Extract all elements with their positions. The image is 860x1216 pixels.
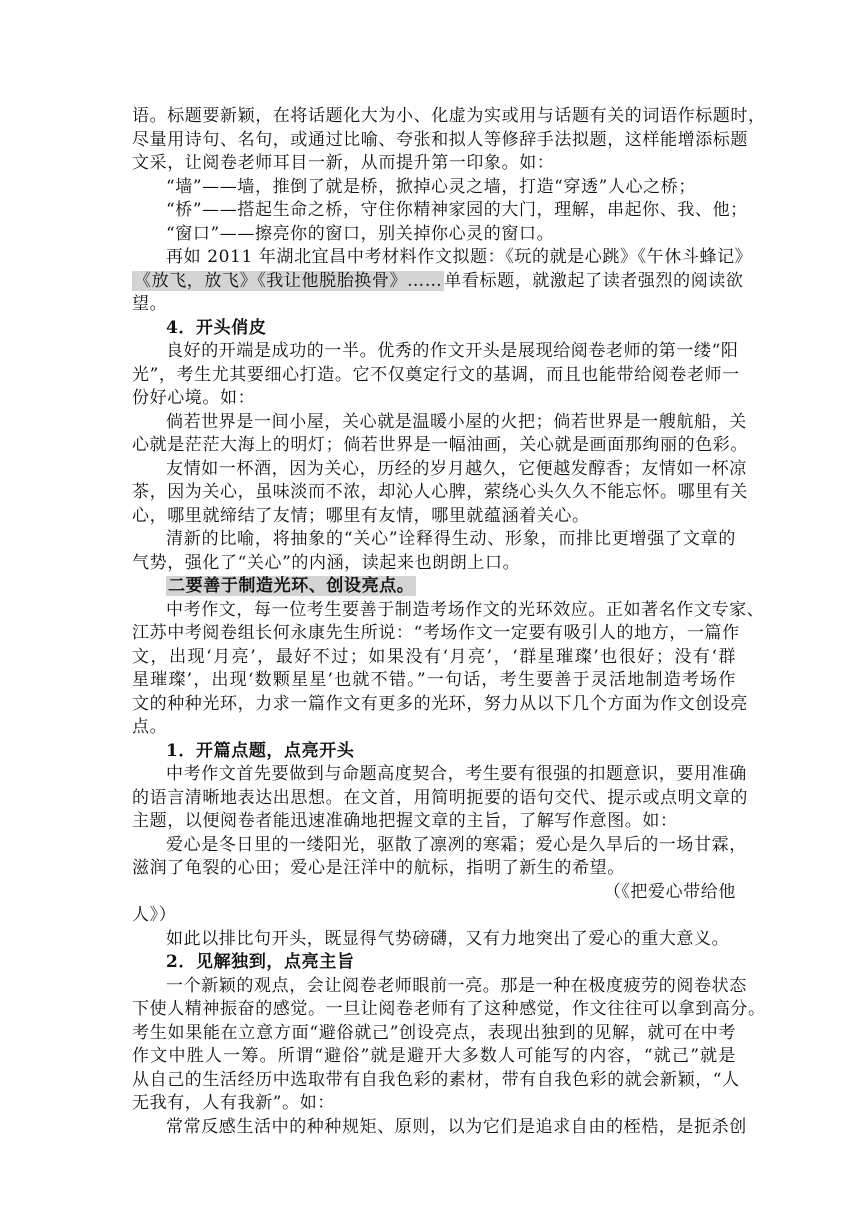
- subsection-heading: 2．见解独到，点亮主旨: [166, 952, 355, 972]
- example-line: 茶，因为关心，虽味淡而不浓，却沁人心脾，萦绕心头久久不能忘怀。哪里有关: [132, 482, 748, 502]
- text-line: 气势，强化了“关心”的内涵，读起来也朗朗上口。: [132, 553, 521, 573]
- section-heading-highlight: 二要善于制造光环、创设亮点。: [168, 576, 415, 596]
- text-line: 考生如果能在立意方面“避俗就己”创设亮点，表现出独到的见解，就可在中考: [132, 1023, 736, 1043]
- text-line: [132, 271, 744, 291]
- text-line: 再如 2011 年湖北宜昌中考材料作文拟题：《玩的就是心跳》《午休斗蜂记》: [166, 247, 753, 267]
- example-line: 倘若世界是一间小屋，关心就是温暖小屋的火把；倘若世界是一艘航船，关: [166, 412, 747, 432]
- citation: （《把爱心带给他: [603, 882, 736, 902]
- text-line: 无我有，人有我新”。如：: [132, 1093, 335, 1113]
- example-line: 爱心是冬日里的一缕阳光，驱散了凛冽的寒霜；爱心是久旱后的一场甘霖，: [166, 835, 747, 855]
- text-line-rest: 单看标题，就激起了读者强烈的阅读欲: [444, 271, 744, 291]
- section-heading: [166, 576, 736, 596]
- text-line: 一个新颖的观点，会让阅卷老师眼前一亮。那是一种在极度疲劳的阅卷状态: [166, 976, 747, 996]
- text-line: 下使人精神振奋的感觉。一旦让阅卷老师有了这种感觉，作文往往可以拿到高分。: [132, 999, 766, 1019]
- text-line: 江苏中考阅卷组长何永康先生所说：“考场作文一定要有吸引人的地方，一篇作: [132, 623, 740, 643]
- text-line: 良好的开端是成功的一半。优秀的作文开头是展现给阅卷老师的第一缕“阳: [166, 341, 739, 361]
- text-line: 中考作文，每一位考生要善于制造考场作文的光环效应。正如著名作文专家、: [166, 600, 765, 620]
- quote-line: “窗口”——擦亮你的窗口，别关掉你心灵的窗口。: [166, 224, 555, 244]
- text-line: 作文中胜人一筹。所谓“避俗”就是避开大多数人可能写的内容，“就己”就是: [132, 1046, 736, 1066]
- text-line: 中考作文首先要做到与命题高度契合，考生要有很强的扣题意识，要用准确: [166, 764, 747, 784]
- text-line: 文的种种光环，力求一篇作文有更多的光环，努力从以下几个方面为作文创设亮: [132, 694, 748, 714]
- text-line: 点。: [132, 717, 168, 737]
- example-line: 心就是茫茫大海上的明灯；倘若世界是一幅油画，关心就是画面那绚丽的色彩。: [132, 435, 748, 455]
- example-line: 常常反感生活中的种种规矩、原则，以为它们是追求自由的桎梏，是扼杀创: [166, 1117, 747, 1137]
- text-line: 的语言清晰地表达出思想。在文首，用简明扼要的语句交代、提示或点明文章的: [132, 788, 748, 808]
- text-line: 文，出现‘月亮’，最好不过；如果没有‘月亮’，‘群星璀璨’也很好；没有‘群: [132, 647, 736, 667]
- example-line: 滋润了龟裂的心田；爱心是汪洋中的航标，指明了新生的希望。: [132, 858, 625, 878]
- text-line: 如此以排比句开头，既显得气势磅礴，又有力地突出了爱心的重大意义。: [166, 929, 730, 949]
- quote-line: “桥”——搭起生命之桥，守住你精神家园的大门，理解，串起你、我、他；: [166, 200, 748, 220]
- text-line: 语。标题要新颖，在将话题化大为小、化虚为实或用与话题有关的词语作标题时，: [132, 106, 766, 126]
- text-line: 文采，让阅卷老师耳目一新，从而提升第一印象。如：: [132, 153, 555, 173]
- text-line: 主题，以便阅卷者能迅速准确地把握文章的主旨，了解写作意图。如：: [132, 811, 678, 831]
- quote-line: “墙”——墙，推倒了就是桥，掀掉心灵之墙，打造“穿透”人心之桥；: [166, 177, 696, 197]
- text-line: 星璀璨’，出现‘数颗星星’也就不错。”一句话，考生要善于灵活地制造考场作: [132, 670, 736, 690]
- text-line: 望。: [132, 294, 168, 314]
- section-heading: 4．开头俏皮: [166, 318, 267, 338]
- example-line: 友情如一杯酒，因为关心，历经的岁月越久，它便越发醇香；友情如一杯凉: [166, 459, 747, 479]
- text-line: 份好心境。如：: [132, 388, 256, 408]
- subsection-heading: 1．开篇点题，点亮开头: [166, 741, 355, 761]
- text-line: 尽量用诗句、名句，或通过比喻、夸张和拟人等修辞手法拟题，这样能增添标题: [132, 130, 748, 150]
- citation-cont: 人》）: [132, 905, 177, 925]
- highlighted-titles: 《放飞，放飞》《我让他脱胎换骨》……: [134, 271, 443, 291]
- text-line: 光”，考生尤其要细心打造。它不仅奠定行文的基调，而且也能带给阅卷老师一: [132, 365, 740, 385]
- text-line: 从自己的生活经历中选取带有自我色彩的素材，带有自我色彩的就会新颖，“人: [132, 1070, 740, 1090]
- text-line: 清新的比喻，将抽象的“关心”诠释得生动、形象，而排比更增强了文章的: [166, 529, 736, 549]
- example-line: 心，哪里就缔结了友情；哪里有友情，哪里就蕴涵着关心。: [132, 506, 590, 526]
